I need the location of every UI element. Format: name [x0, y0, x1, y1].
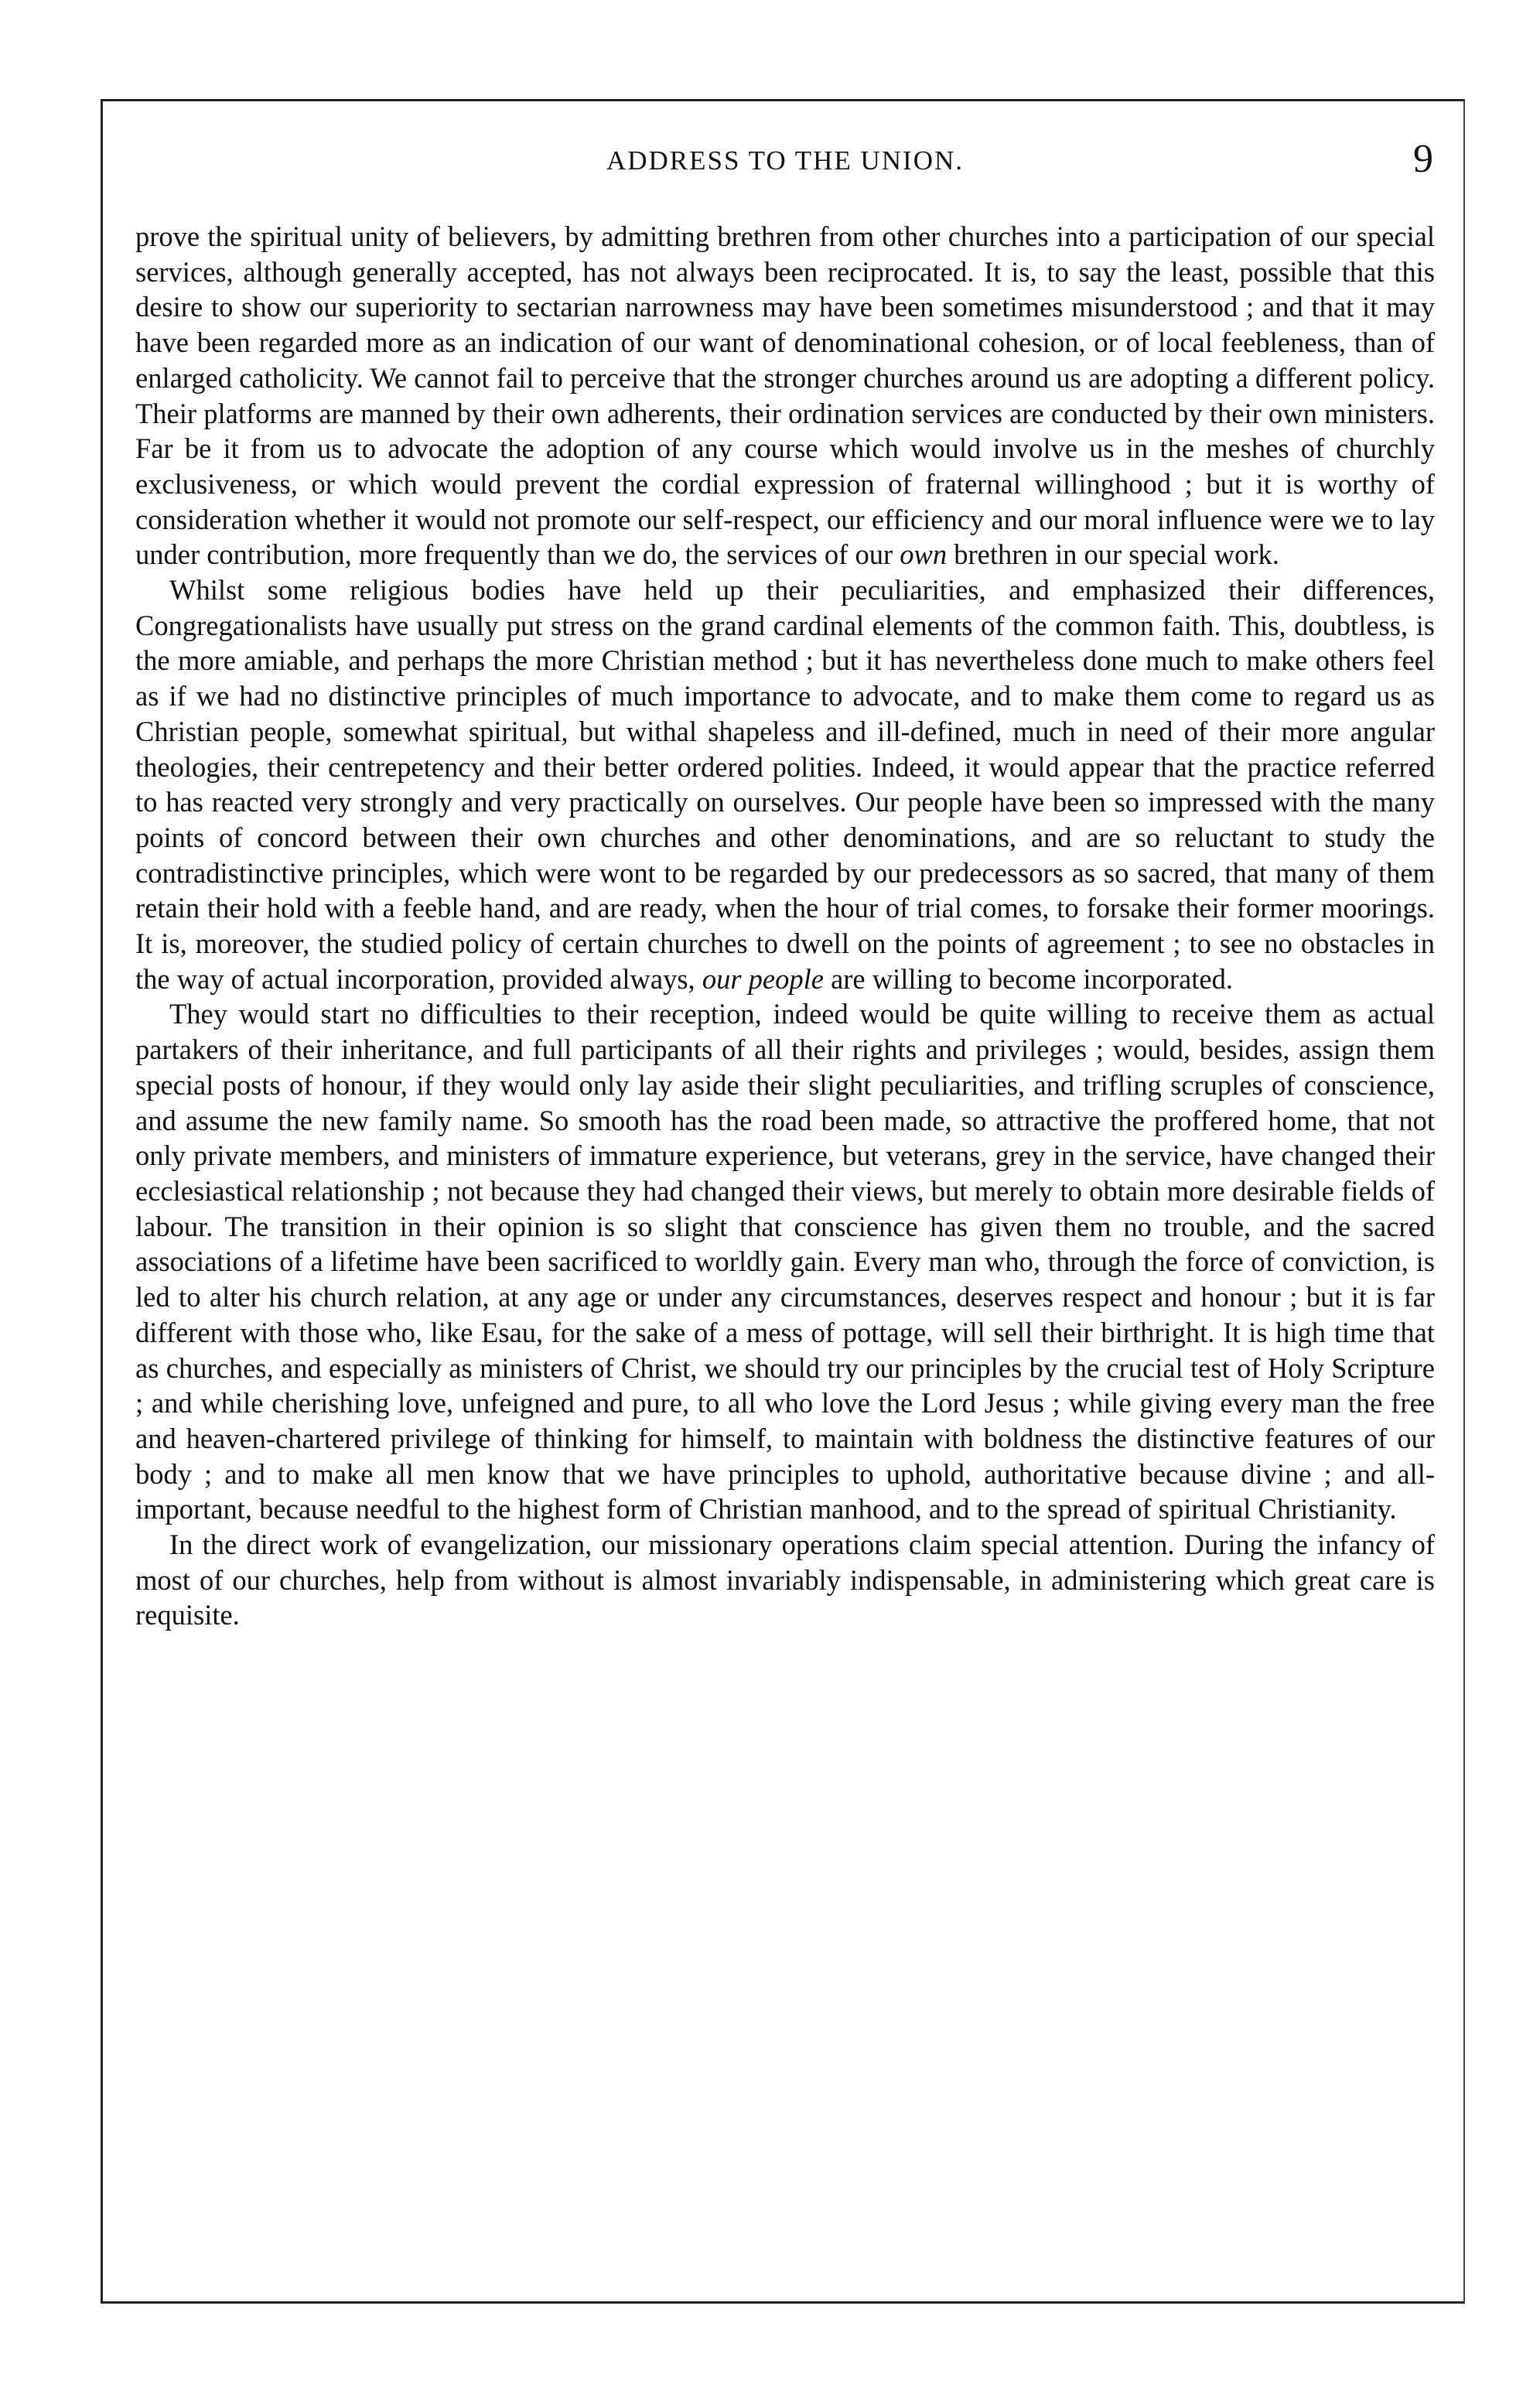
text-run: They would start no difficulties to their reception, indeed would be quite willing to receive them as actual partakers of their inheritance, and full participants of all their rights and privileges ; would, besides, assign them special posts of honour, if they would only lay aside their slight peculiarities, and trifling scruples of conscience, and assume the new family name. So smooth has the road been made, so attractive the proffered home, that not only private members, and ministers of immature experience, but veterans, grey in the service, have changed their ecclesiastical relationship ; not because they had changed their views, but merely to obtain more desirable fields of labour. The transition in their opinion is so slight that conscience has given them no trouble, and the sacred associations of a lifetime have been sacrificed to worldly gain. Every man who, through the force of conviction, is led to alter his church relation, at any age or under any circumstances, deserves respect and honour ; but it is far different with those who, like Esau, for the sake of a mess of pottage, will sell their birthright. It is high time that as churches, and especially as ministers of Christ, we should try our principles by the crucial test of Holy Scripture ; and while cherishing love, unfeigned and pure, to all who love the Lord Jesus ; while giving every man the free and heaven-chartered privilege of thinking for himself, to maintain with boldness the distinctive features of our body ; and to make all men know that we have principles to uphold, authoritative because divine ; and all-important, because needful to the highest form of Christian manhood, and to the spread of spiritual Christianity.: [135, 998, 1435, 1525]
running-title: ADDRESS TO THE UNION.: [606, 145, 965, 176]
paragraph-2: [135, 572, 1435, 996]
emphasis: own: [900, 538, 948, 571]
text-run: Whilst some religious bodies have held up their peculiarities, and emphasized their differences, Congregationalists have usually put stress on the grand cardinal elements of the common faith. This, doubtless, is the more amiable, and perhaps the more Christian method ; but it has nevertheless done much to make others feel as if we had no distinctive principles of much importance to advocate, and to make them come to regard us as Christian people, somewhat spiritual, but withal shapeless and ill-defined, much in need of their more angular theologies, their centrepetency and their better ordered polities. Indeed, it would appear that the practice referred to has reacted very strongly and very practically on ourselves. Our people have been so impressed with the many points of concord between their own churches and other denominations, and are so reluctant to study the contradistinctive principles, which were wont to be regarded by our predecessors as so sacred, that many of them retain their hold with a feeble hand, and are ready, when the hour of trial comes, to forsake their former moorings. It is, moreover, the studied policy of certain churches to dwell on the points of agreement ; to see no obstacles in the way of actual incorporation, provided always,: [135, 574, 1435, 995]
text-run: brethren in our special work.: [947, 538, 1279, 571]
running-head: [135, 139, 1435, 186]
emphasis: our people: [702, 962, 824, 995]
paragraph-4: [135, 1527, 1435, 1633]
paragraph-3: [135, 996, 1435, 1527]
text-run: are willing to become incorporated.: [823, 962, 1233, 995]
text-run: prove the spiritual unity of believers, by admitting brethren from other churches into a participation of our special services, although generally accepted, has not always been reciprocated. It is, to say the least, possible that this desire to show our superiority to sectarian narrowness may have been sometimes misunderstood ; and that it may have been regarded more as an indication of our want of denominational cohesion, or of local feebleness, than of enlarged catholicity. We cannot fail to perceive that the stronger churches around us are adopting a different policy. Their platforms are manned by their own adherents, their ordination services are conducted by their own ministers. Far be it from us to advocate the adoption of any course which would involve us in the meshes of churchly exclusiveness, or which would prevent the cordial expression of fraternal willinghood ; but it is worthy of consideration whether it would not promote our self-respect, our efficiency and our moral influence were we to lay under contribution, more frequently than we do, the services of our: [135, 220, 1435, 571]
page-number: 9: [1413, 137, 1433, 181]
text-run: In the direct work of evangelization, our missionary operations claim special attention. During the infancy of most of our churches, help from without is almost invariably indispensable, in administering which great care is requisite.: [135, 1529, 1435, 1631]
paragraph-1: [135, 219, 1435, 572]
body-text: [135, 219, 1435, 1633]
